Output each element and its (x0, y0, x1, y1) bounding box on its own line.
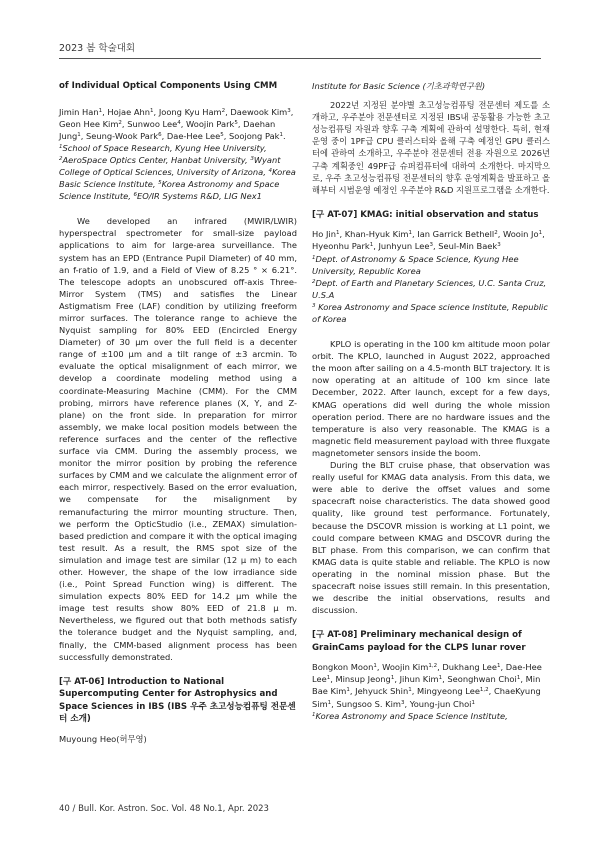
abstract-at07-p2: During the BLT cruise phase, that observation was really useful for KMAG data analysis. From this data, we were able to derive the offset values and some spacecraft noise characteristics. The data showed good quality, like ground test performance. Fortunately, because the DSCOVR mission is working at L1 point, we could compare between KMAG and DSCOVR during the BLT phase. From this comparison, we can confirm that KMAG data is quite stable and reliable. The KPLO is now operating in the nominal mission phase. But the spacecraft noise issues still remain. In this presentation, we describe the initial observations, results and discussion. (312, 460, 550, 616)
affiliation-list: $^1$School of Space Research, Kyung Hee University, $^2$AeroSpace Optics Center, Hanbat University, $^3$Wyant College of Optical Sciences, University of Arizona, $^4$Korea Basic Science Institute, $^5$Korea Astronomy and Space Science Institute, $^6$EO/IR Systems R&D, LIG Nex1 (59, 142, 296, 202)
section-title-at07: [구 AT-07] KMAG: initial observation and status (312, 209, 539, 220)
abstract-at07-p1: KPLO is operating in the 100 km altitude moon polar orbit. The KPLO, launched in August 2022, approached the moon after sailing on a 4.5-month BLT trajectory. It is now operating at an altitude of 100 km since late December, 2022. After launch, except for a few days, KMAG operations did well during the whole mission operation period. There are no hardware issues and the temperature is also very reasonable. The KMAG is a magnetic field measurement payload with three fluxgate magnetometer sensors inside the boom. (312, 339, 550, 458)
abstract-at06: 2022년 지정된 분야별 초고성능컴퓨팅 전문센터 제도를 소개하고, 우주분야 전문센터로 지정된 IBS내 공동활용 가능한 초고성능컴퓨팅 자원과 향후 구축 계획에 관하여 설명한다. 특히, 현재 운영 중이 1PF급 CPU 클러스터와 올해 구축 예정인 GPU 클러스터에 관하여 소개하고, 우주분야 전문센터 전용 자원으로 2026년 구축 계획중인 49PF급 슈퍼컴퓨터에 대하여 소개한다. 마지막으로, 우주 초고성능컴퓨팅 전문센터의 향후 운영계획을 발표하고 올해부터 시범운영 예정인 우주분야 R&D 지원프로그램을 소개한다. (312, 100, 550, 195)
author-list-at07: Ho Jin$^1$, Khan-Hyuk Kim$^1$, Ian Garrick Bethell$^2$, Wooin Jo$^1$, Hyeonhu Park$^1$, Junhyun Lee$^3$, Seul-Min Baek$^3$ (312, 229, 545, 252)
abstract-paragraph: We developed an infrared (MWIR/LWIR) hyperspectral spectrometer for small-size payload applications to aim for large-area surveillance. The system has an EPD (Entrance Pupil Diameter) of 40 mm, an f-ratio of 1.9, and a Field of View of 8.25 ° × 6.21°. The telescope adopts an unobscured off-axis Three-Mirror System (TMS) and satisfies the Linear Astigmatism Free (LAF) condition by utilizing freeform mirror surfaces. The tolerance range to achieve the Nyquist sampling for 80% EED (Encircled Energy Diameter) of 30 μm over the full field is a decenter range of ±100 μm and a tilt range of ±3 arcmin. To evaluate the optical misalignment of each mirror, we develop a coordinate modeling method using a coordinate-Measuring Machine (CMM). For the CMM probing, mirrors have reference planes (X, Y, and Z-plane) on the front side. In preparation for mirror assembly, we make local position models between the reference surfaces and the center of the reflective surface via CMM. During the assembly process, we monitor the mirror position by probing the reference surfaces by CMM and we calculate the alignment error of each mirror, respectively. Based on the error evaluation, we compensate for the misalignment by remanufacturing the mirror mounting structure. Then, we perform the OpticStudio (i.e., ZEMAX) simulation-based prediction and compare it with the optical imaging test result. As a result, the RMS spot size of the simulation and image test are similar (12 μ m) to each other. However, the shape of the low irradiance side (i.e., Point Spread Function wing) is different. The simulation expects 80% EED for 14.2 μm while the image test results show 80% EED of 21.8 μ m. Nevertheless, we figured out that both methods satisfy the tolerance budget and the Nyquist sampling, and, finally, the CMM-based alignment process has been successfully demonstrated. (59, 216, 297, 662)
paper-title-continued: of Individual Optical Components Using CMM (59, 81, 278, 91)
running-header: 2023 봄 학술대회 (59, 43, 136, 54)
affiliation-at08: $^1$Korea Astronomy and Space Science Institute, (312, 710, 508, 721)
page-footer: 40 / Bull. Kor. Astron. Soc. Vol. 48 No.1, Apr. 2023 (59, 804, 269, 814)
left-column (59, 80, 297, 745)
author-at06: Muyoung Heo(허무영) (59, 733, 147, 744)
affiliation-list-at07: $^1$Dept. of Astronomy & Space Science, Kyung Hee University, Republic Korea $^2$Dept. of Earth and Planetary Sciences, U.C. Santa Cruz, U.S.A $^3$ Korea Astronomy and Space science Institute, Republic of Korea (312, 253, 548, 324)
author-list: Jimin Han$^1$, Hojae Ahn$^1$, Joong Kyu Ham$^2$, Daewook Kim$^3$, Geon Hee Kim$^2$, Sunwoo Lee$^4$, Woojin Park$^5$, Daehan Jung$^1$, Seung-Wook Park$^6$, Dae-Hee Lee$^5$, Soojong Pak$^1$. (59, 106, 294, 141)
author-list-at08: Bongkon Moon$^1$, Woojin Kim$^{1,2}$, Dukhang Lee$^1$, Dae-Hee Lee$^1$, Minsup Jeong$^1$, Jihun Kim$^1$, Seonghwan Choi$^1$, Min Bae Kim$^1$, Jehyuck Shin$^1$, Mingyeong Lee$^{1,2}$, ChaeKyung Sim$^1$, Sungsoo S. Kim$^3$, Young-jun Choi$^1$ (312, 662, 542, 709)
right-column (312, 80, 550, 722)
section-title-at08: [구 AT-08] Preliminary mechanical design of GrainCams payload for the CLPS lunar rover (312, 630, 526, 653)
header-rule (59, 58, 541, 59)
section-title-at06: [구 AT-06] Introduction to National Supercomputing Center for Astrophysics and Space Sciences in IBS (IBS 우주 초고성능컴퓨팅 전문센터 소개) (59, 676, 296, 725)
affiliation-at06: Institute for Basic Science (기초과학연구원) (312, 81, 486, 91)
